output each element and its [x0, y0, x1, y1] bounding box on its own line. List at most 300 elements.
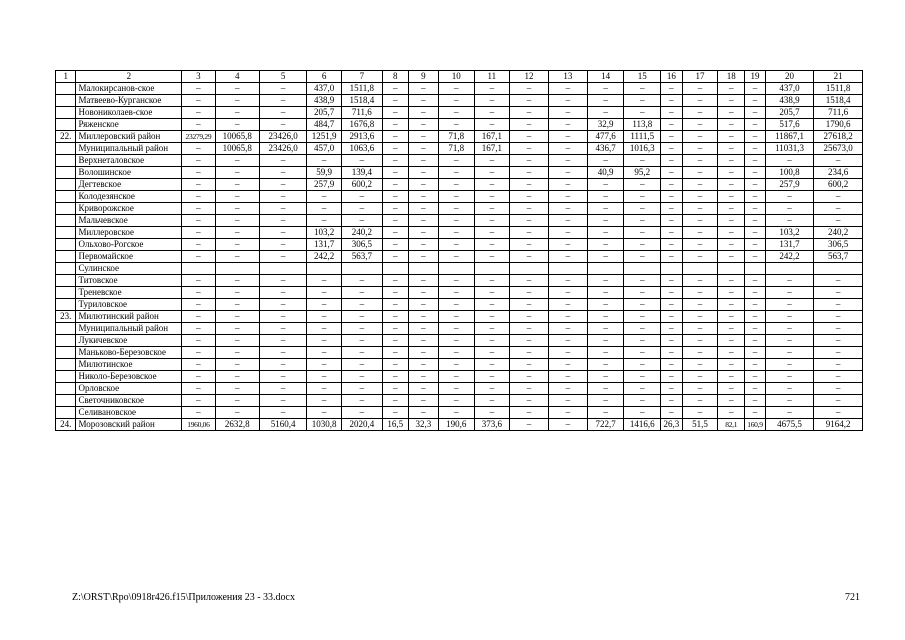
value-cell: – — [624, 347, 661, 359]
value-cell: – — [215, 347, 259, 359]
value-cell: – — [548, 155, 587, 167]
value-cell: – — [661, 347, 683, 359]
row-number-cell — [56, 335, 76, 347]
value-cell: – — [624, 179, 661, 191]
value-cell: 32,9 — [587, 119, 624, 131]
value-cell: – — [661, 275, 683, 287]
value-cell: – — [682, 383, 718, 395]
value-cell: – — [259, 359, 306, 371]
value-cell: – — [382, 143, 408, 155]
value-cell: – — [408, 335, 438, 347]
value-cell: – — [182, 287, 215, 299]
value-cell: – — [765, 203, 814, 215]
value-cell: – — [682, 167, 718, 179]
value-cell: – — [548, 335, 587, 347]
table-row — [56, 155, 863, 167]
value-cell: – — [548, 143, 587, 155]
value-cell — [215, 263, 259, 275]
value-cell: 25673,0 — [814, 143, 863, 155]
value-cell: – — [215, 299, 259, 311]
value-cell: – — [682, 143, 718, 155]
value-cell: – — [474, 299, 510, 311]
value-cell: – — [548, 383, 587, 395]
value-cell: – — [307, 287, 342, 299]
value-cell: – — [587, 335, 624, 347]
value-cell: – — [661, 407, 683, 419]
value-cell: 1518,4 — [814, 95, 863, 107]
value-cell: – — [182, 359, 215, 371]
value-cell: 10065,8 — [215, 131, 259, 143]
header-cell: 16 — [661, 71, 683, 83]
value-cell: – — [624, 107, 661, 119]
value-cell: – — [718, 407, 745, 419]
value-cell: – — [661, 239, 683, 251]
value-cell: – — [661, 83, 683, 95]
value-cell: – — [814, 215, 863, 227]
value-cell: – — [682, 347, 718, 359]
value-cell: – — [548, 287, 587, 299]
value-cell: – — [307, 215, 342, 227]
value-cell: – — [548, 323, 587, 335]
value-cell: – — [682, 335, 718, 347]
header-cell: 21 — [814, 71, 863, 83]
value-cell: – — [587, 287, 624, 299]
value-cell: – — [259, 371, 306, 383]
value-cell: – — [745, 407, 765, 419]
value-cell: – — [182, 107, 215, 119]
value-cell: – — [745, 299, 765, 311]
value-cell: – — [408, 227, 438, 239]
value-cell: – — [408, 191, 438, 203]
value-cell: – — [259, 275, 306, 287]
value-cell: – — [765, 191, 814, 203]
value-cell: 26,3 — [661, 419, 683, 431]
value-cell: – — [408, 299, 438, 311]
row-number-cell — [56, 359, 76, 371]
value-cell: – — [745, 395, 765, 407]
value-cell: – — [474, 83, 510, 95]
value-cell: – — [438, 407, 474, 419]
value-cell: – — [814, 335, 863, 347]
value-cell: – — [341, 347, 382, 359]
value-cell: 242,2 — [765, 251, 814, 263]
table-row — [56, 407, 863, 419]
row-name-cell: Малокирсанов-ское — [76, 83, 182, 95]
value-cell: – — [548, 203, 587, 215]
value-cell: – — [215, 311, 259, 323]
value-cell: – — [548, 311, 587, 323]
value-cell: 1016,3 — [624, 143, 661, 155]
value-cell: – — [661, 395, 683, 407]
table-row — [56, 419, 863, 431]
value-cell: – — [215, 371, 259, 383]
row-number-cell — [56, 95, 76, 107]
value-cell: – — [382, 323, 408, 335]
value-cell: 23279,29 — [182, 131, 215, 143]
value-cell: – — [215, 323, 259, 335]
value-cell — [745, 263, 765, 275]
value-cell: – — [661, 179, 683, 191]
table-row — [56, 275, 863, 287]
value-cell: – — [745, 335, 765, 347]
value-cell: 95,2 — [624, 167, 661, 179]
value-cell: – — [745, 371, 765, 383]
value-cell — [438, 263, 474, 275]
value-cell: – — [382, 215, 408, 227]
value-cell: – — [408, 119, 438, 131]
value-cell: – — [382, 275, 408, 287]
value-cell: – — [341, 323, 382, 335]
value-cell: – — [682, 95, 718, 107]
value-cell: – — [510, 191, 549, 203]
table-row — [56, 347, 863, 359]
value-cell: 167,1 — [474, 143, 510, 155]
value-cell: 600,2 — [341, 179, 382, 191]
value-cell: – — [382, 191, 408, 203]
value-cell: – — [587, 323, 624, 335]
value-cell: 2020,4 — [341, 419, 382, 431]
value-cell: – — [682, 179, 718, 191]
value-cell: – — [382, 383, 408, 395]
row-number-cell — [56, 167, 76, 179]
value-cell: 1111,5 — [624, 131, 661, 143]
value-cell — [765, 263, 814, 275]
row-number-cell — [56, 227, 76, 239]
value-cell: – — [474, 119, 510, 131]
value-cell: – — [408, 395, 438, 407]
value-cell: – — [307, 323, 342, 335]
footer-file-path: Z:\ORST\Rpo\0918r426.f15\Приложения 23 - 33.docx — [72, 592, 295, 603]
value-cell — [661, 263, 683, 275]
value-cell — [182, 263, 215, 275]
value-cell: – — [745, 347, 765, 359]
header-cell: 4 — [215, 71, 259, 83]
row-number-cell — [56, 83, 76, 95]
value-cell: – — [215, 251, 259, 263]
value-cell — [307, 263, 342, 275]
value-cell: – — [765, 407, 814, 419]
value-cell: – — [438, 311, 474, 323]
value-cell: – — [624, 227, 661, 239]
value-cell: – — [341, 155, 382, 167]
table-row — [56, 371, 863, 383]
row-number-cell — [56, 383, 76, 395]
value-cell: – — [765, 215, 814, 227]
value-cell: – — [341, 395, 382, 407]
value-cell: – — [718, 275, 745, 287]
value-cell: 1676,8 — [341, 119, 382, 131]
value-cell: – — [382, 179, 408, 191]
table-row — [56, 83, 863, 95]
value-cell: – — [341, 311, 382, 323]
value-cell: – — [624, 323, 661, 335]
value-cell: – — [215, 167, 259, 179]
value-cell: – — [259, 119, 306, 131]
value-cell: 131,7 — [307, 239, 342, 251]
value-cell: – — [548, 371, 587, 383]
value-cell: – — [765, 323, 814, 335]
value-cell: – — [438, 107, 474, 119]
value-cell: – — [510, 239, 549, 251]
value-cell: – — [474, 407, 510, 419]
value-cell: – — [382, 155, 408, 167]
value-cell: – — [661, 167, 683, 179]
value-cell: – — [307, 299, 342, 311]
table-row — [56, 239, 863, 251]
value-cell: – — [624, 83, 661, 95]
value-cell: – — [382, 95, 408, 107]
value-cell: – — [510, 419, 549, 431]
value-cell: – — [259, 335, 306, 347]
value-cell: 722,7 — [587, 419, 624, 431]
value-cell: – — [814, 203, 863, 215]
value-cell — [814, 263, 863, 275]
row-name-cell: Треневское — [76, 287, 182, 299]
value-cell: – — [215, 95, 259, 107]
value-cell: 5160,4 — [259, 419, 306, 431]
value-cell: 32,3 — [408, 419, 438, 431]
value-cell: – — [408, 83, 438, 95]
value-cell: – — [661, 107, 683, 119]
value-cell: – — [341, 203, 382, 215]
value-cell: – — [382, 287, 408, 299]
row-name-cell: Николо-Березовское — [76, 371, 182, 383]
value-cell: 477,6 — [587, 131, 624, 143]
value-cell: – — [182, 383, 215, 395]
value-cell: – — [408, 371, 438, 383]
value-cell: 457,0 — [307, 143, 342, 155]
value-cell: – — [510, 371, 549, 383]
value-cell: – — [408, 323, 438, 335]
value-cell: – — [474, 215, 510, 227]
value-cell: – — [510, 143, 549, 155]
value-cell: – — [408, 203, 438, 215]
value-cell: 1960,06 — [182, 419, 215, 431]
value-cell — [259, 263, 306, 275]
value-cell: – — [765, 383, 814, 395]
value-cell: – — [438, 383, 474, 395]
header-cell: 6 — [307, 71, 342, 83]
row-name-cell: Мальчевское — [76, 215, 182, 227]
row-number-cell — [56, 203, 76, 215]
table-body — [56, 71, 863, 431]
row-name-cell: Светочниковское — [76, 395, 182, 407]
value-cell: 373,6 — [474, 419, 510, 431]
value-cell: – — [765, 299, 814, 311]
table-row — [56, 395, 863, 407]
value-cell: 2632,8 — [215, 419, 259, 431]
value-cell: 100,8 — [765, 167, 814, 179]
value-cell: – — [182, 335, 215, 347]
value-cell: – — [408, 407, 438, 419]
value-cell: – — [682, 323, 718, 335]
value-cell: – — [765, 395, 814, 407]
value-cell: – — [307, 371, 342, 383]
row-name-cell: Криворожское — [76, 203, 182, 215]
value-cell: – — [587, 383, 624, 395]
value-cell: – — [438, 371, 474, 383]
value-cell: – — [408, 359, 438, 371]
value-cell: – — [182, 275, 215, 287]
value-cell: – — [182, 395, 215, 407]
value-cell: – — [215, 191, 259, 203]
value-cell: – — [682, 395, 718, 407]
table-row — [56, 323, 863, 335]
value-cell: – — [745, 95, 765, 107]
header-cell: 10 — [438, 71, 474, 83]
value-cell: – — [307, 359, 342, 371]
value-cell: – — [624, 203, 661, 215]
value-cell: – — [548, 83, 587, 95]
row-name-cell: Ряженское — [76, 119, 182, 131]
value-cell: – — [341, 191, 382, 203]
value-cell: – — [182, 227, 215, 239]
value-cell: – — [682, 227, 718, 239]
value-cell: – — [382, 227, 408, 239]
value-cell: – — [587, 407, 624, 419]
value-cell: 27618,2 — [814, 131, 863, 143]
value-cell: – — [624, 335, 661, 347]
value-cell: – — [661, 119, 683, 131]
row-number-cell — [56, 275, 76, 287]
value-cell: – — [718, 335, 745, 347]
value-cell: – — [438, 323, 474, 335]
value-cell: – — [682, 131, 718, 143]
value-cell: – — [474, 395, 510, 407]
value-cell: – — [814, 287, 863, 299]
value-cell: – — [814, 275, 863, 287]
value-cell: – — [182, 95, 215, 107]
value-cell: – — [661, 191, 683, 203]
value-cell: – — [182, 167, 215, 179]
value-cell: – — [765, 335, 814, 347]
value-cell: – — [587, 107, 624, 119]
value-cell: – — [682, 107, 718, 119]
value-cell: – — [215, 335, 259, 347]
value-cell: 82,1 — [718, 419, 745, 431]
value-cell: – — [682, 191, 718, 203]
value-cell: – — [510, 359, 549, 371]
value-cell: – — [624, 95, 661, 107]
value-cell: – — [814, 371, 863, 383]
value-cell: 11031,3 — [765, 143, 814, 155]
value-cell: – — [745, 107, 765, 119]
value-cell: 160,9 — [745, 419, 765, 431]
value-cell: – — [814, 383, 863, 395]
row-name-cell: Колодезянское — [76, 191, 182, 203]
row-name-cell: Муниципальный район — [76, 143, 182, 155]
value-cell: – — [474, 107, 510, 119]
value-cell: – — [382, 251, 408, 263]
value-cell: – — [661, 299, 683, 311]
value-cell: – — [814, 395, 863, 407]
value-cell: – — [474, 203, 510, 215]
value-cell: – — [661, 323, 683, 335]
value-cell: – — [408, 383, 438, 395]
value-cell: – — [474, 227, 510, 239]
value-cell: – — [624, 407, 661, 419]
row-number-cell: 22. — [56, 131, 76, 143]
value-cell: – — [307, 383, 342, 395]
value-cell: – — [718, 203, 745, 215]
value-cell: – — [548, 419, 587, 431]
value-cell: – — [661, 371, 683, 383]
value-cell: – — [682, 299, 718, 311]
value-cell: – — [745, 227, 765, 239]
row-name-cell: Дегтевское — [76, 179, 182, 191]
value-cell: – — [682, 311, 718, 323]
value-cell: – — [548, 299, 587, 311]
header-cell: 14 — [587, 71, 624, 83]
value-cell: – — [510, 251, 549, 263]
value-cell: 306,5 — [814, 239, 863, 251]
value-cell: – — [682, 407, 718, 419]
value-cell: – — [745, 191, 765, 203]
value-cell: – — [182, 371, 215, 383]
value-cell: 59,9 — [307, 167, 342, 179]
value-cell: 131,7 — [765, 239, 814, 251]
value-cell: – — [259, 155, 306, 167]
value-cell: – — [682, 83, 718, 95]
value-cell: – — [341, 215, 382, 227]
value-cell: – — [307, 275, 342, 287]
value-cell: – — [587, 275, 624, 287]
table-row — [56, 215, 863, 227]
table-row — [56, 191, 863, 203]
row-number-cell — [56, 119, 76, 131]
value-cell: – — [438, 239, 474, 251]
value-cell: – — [307, 407, 342, 419]
value-cell: – — [259, 107, 306, 119]
value-cell: – — [718, 95, 745, 107]
value-cell: 484,7 — [307, 119, 342, 131]
value-cell: – — [215, 239, 259, 251]
value-cell: – — [182, 347, 215, 359]
table-row — [56, 167, 863, 179]
value-cell: – — [765, 311, 814, 323]
value-cell — [682, 263, 718, 275]
value-cell: – — [259, 347, 306, 359]
value-cell: – — [682, 239, 718, 251]
value-cell: – — [745, 239, 765, 251]
value-cell: – — [341, 383, 382, 395]
table-row — [56, 287, 863, 299]
row-number-cell — [56, 371, 76, 383]
table-row — [56, 383, 863, 395]
value-cell: – — [510, 179, 549, 191]
value-cell: – — [408, 239, 438, 251]
value-cell: – — [182, 179, 215, 191]
value-cell: 711,6 — [341, 107, 382, 119]
row-number-cell — [56, 239, 76, 251]
value-cell: – — [718, 227, 745, 239]
value-cell: – — [510, 95, 549, 107]
row-name-cell: Новониколаев-ское — [76, 107, 182, 119]
value-cell: – — [745, 131, 765, 143]
value-cell: 71,8 — [438, 143, 474, 155]
value-cell: – — [814, 155, 863, 167]
value-cell: – — [548, 251, 587, 263]
value-cell: 1511,8 — [341, 83, 382, 95]
value-cell: – — [408, 167, 438, 179]
value-cell: – — [587, 203, 624, 215]
value-cell: – — [182, 191, 215, 203]
value-cell: – — [438, 179, 474, 191]
value-cell: 40,9 — [587, 167, 624, 179]
header-cell: 15 — [624, 71, 661, 83]
value-cell: – — [438, 299, 474, 311]
value-cell: 205,7 — [765, 107, 814, 119]
